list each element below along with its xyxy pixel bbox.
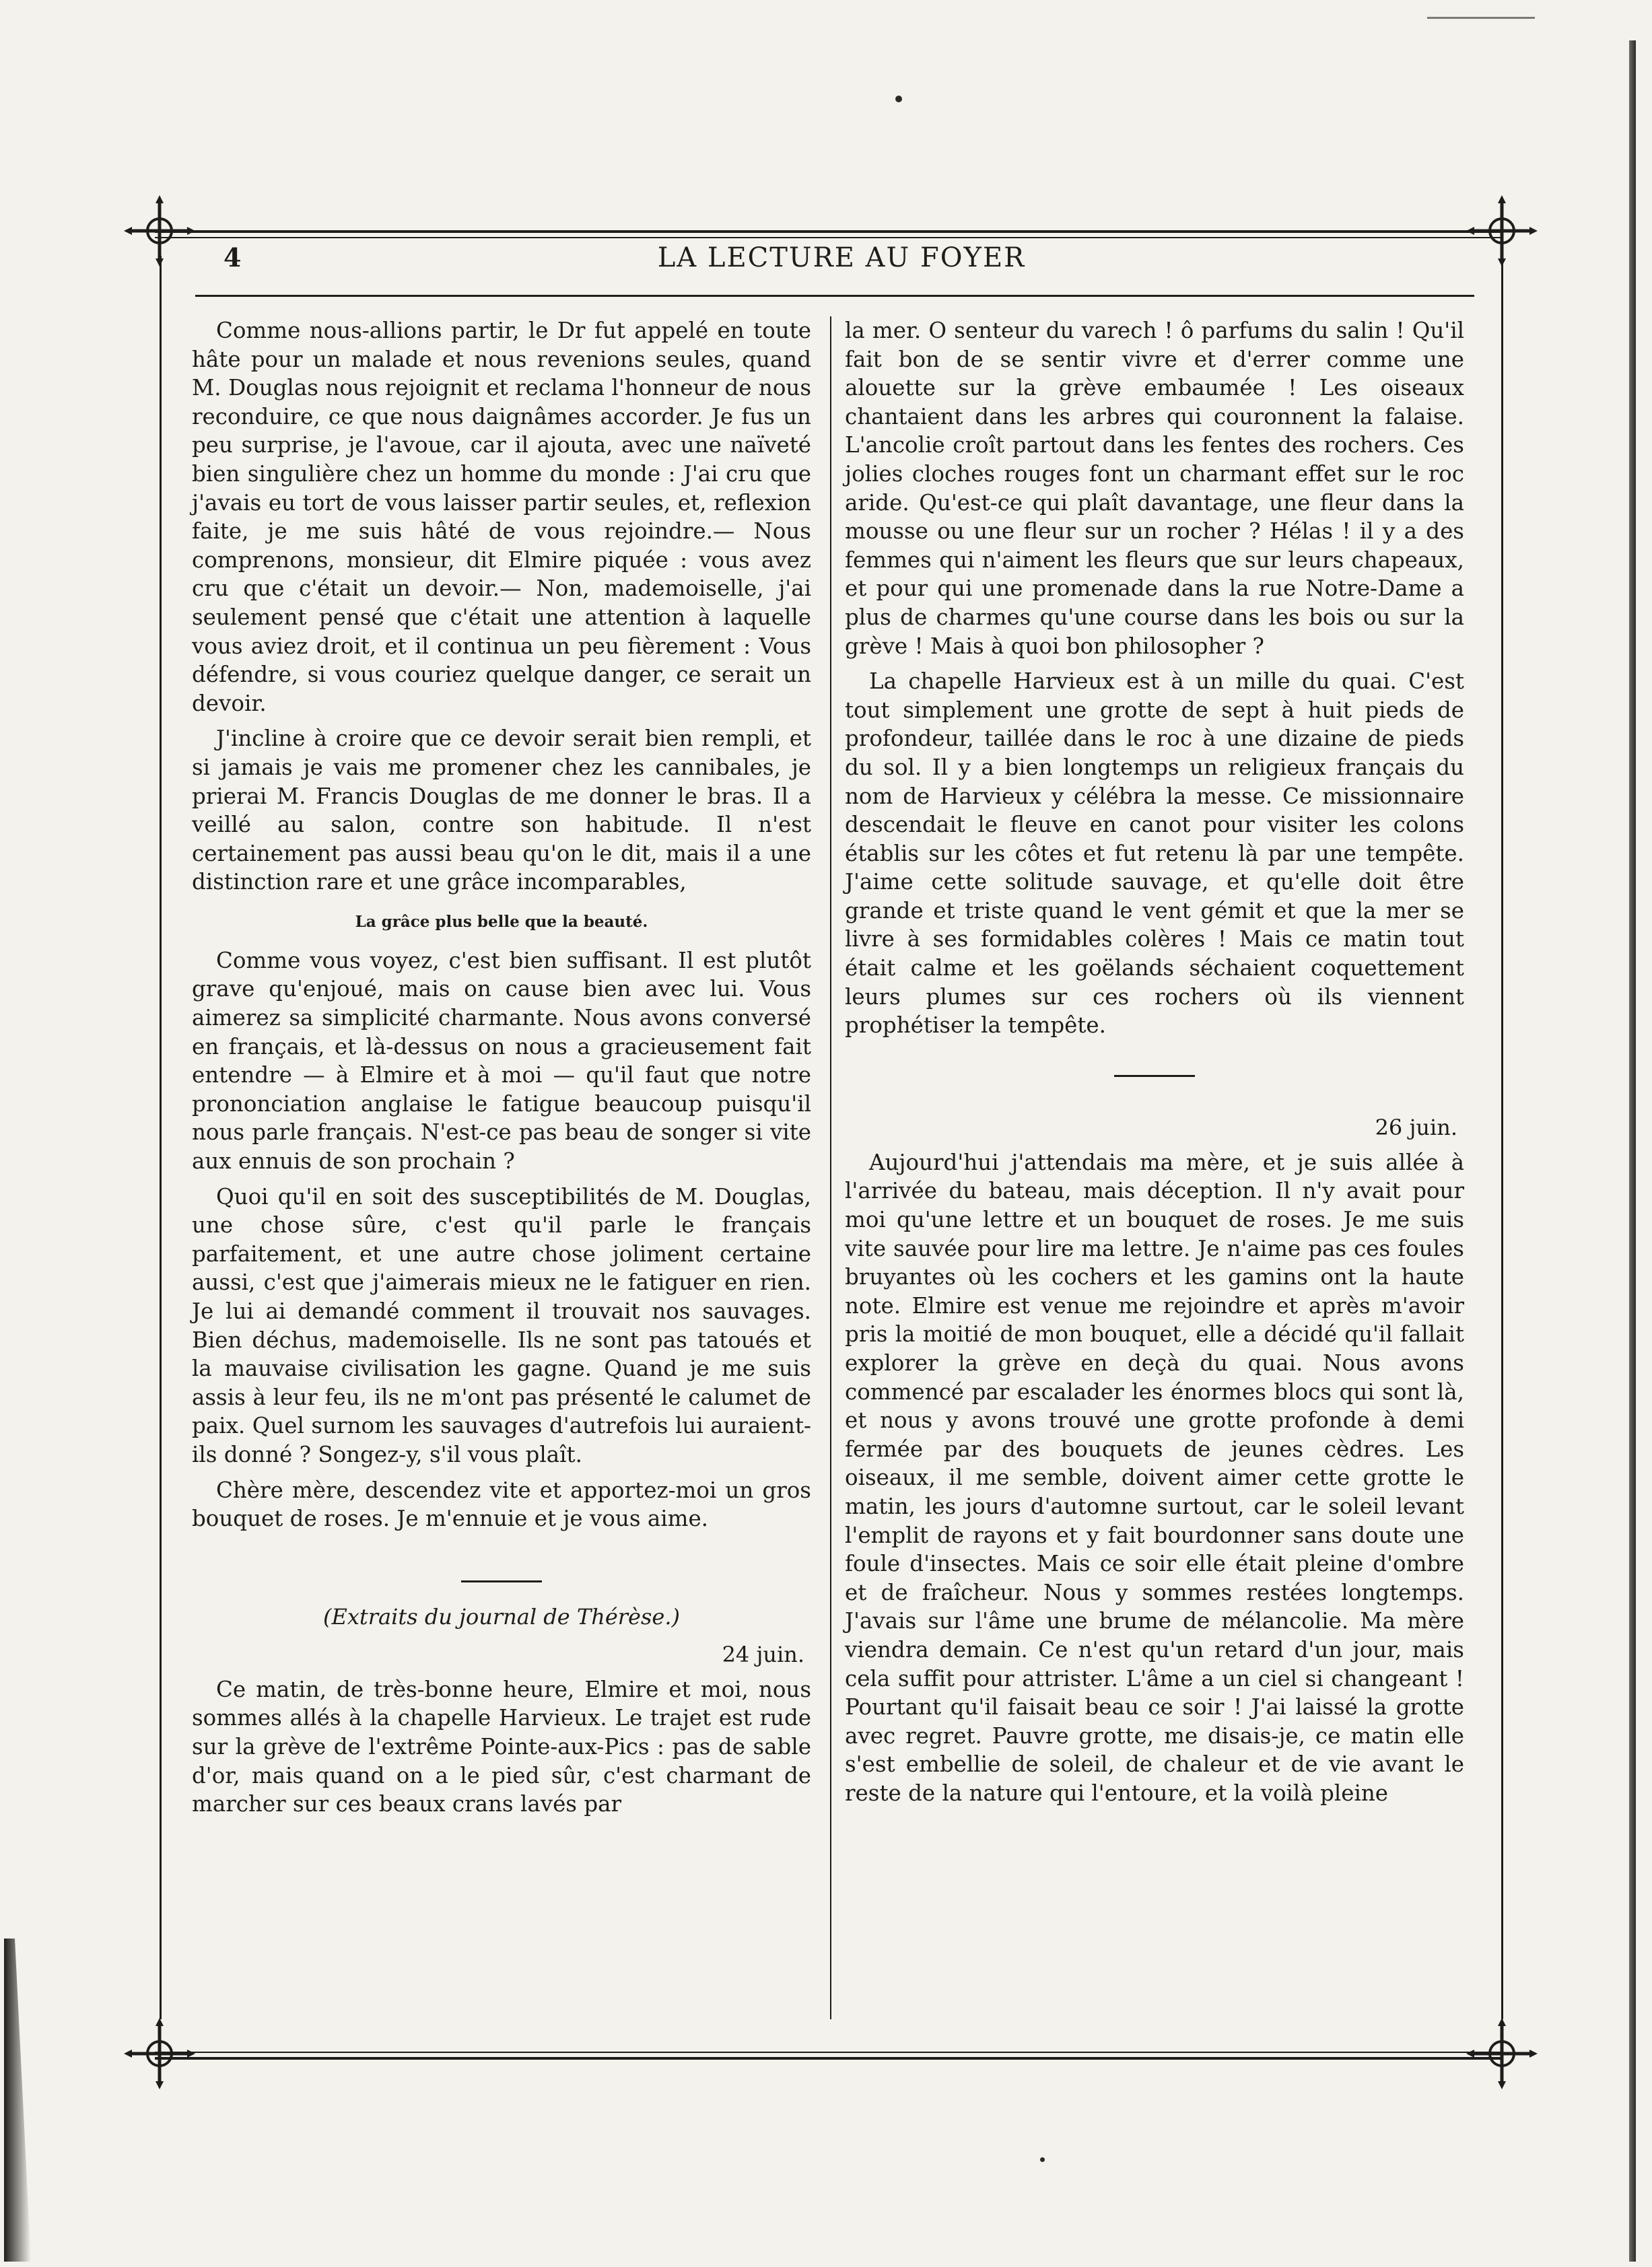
right-paragraph-1: la mer. O senteur du varech ! ô parfums du salin ! Qu'il fait bon de se sentir vivre et d'errer comme une alouette sur la grève embaumée ! Les oiseaux chantaient dans les arbres qui couronnent la falaise. L'ancolie croît partout dans les fentes des rochers. Ces jolies cloches rouges font un charmant effet sur le roc aride. Qu'est-ce qui plaît davantage, une fleur dans la mousse ou une fleur sur un rocher ? Hélas ! il y a des femmes qui n'aiment les fleurs que sur leurs chapeaux, et pour qui une promenade dans la rue Notre-Dame a plus de charmes qu'une course dans les bois ou sur la grève ! Mais à quoi bon philosopher ? xyxy=(845,318,1464,659)
section-divider xyxy=(461,1580,542,1582)
left-paragraph-3: Comme vous voyez, c'est bien suffisant. Il est plutôt grave qu'enjoué, mais on cause bien avec lui. Vous aimerez sa simplicité charmante. Nous avons conversé en français, et là-dessus on nous a gracieusement fait entendre — à Elmire et à moi — qu'il faut que notre prononciation anglaise le fatigue beaucoup puisqu'il nous parle français. N'est-ce pas beau de songer si vite aux ennuis de son prochain ? xyxy=(192,947,811,1175)
header-underline xyxy=(195,295,1474,297)
left-paragraph-2: J'incline à croire que ce devoir serait bien rempli, et si jamais je vais me promener chez les cannibales, je prierai M. Francis Douglas de me donner le bras. Il a veillé au salon, contre son habitude. Il n'est certainement pas aussi beau qu'on le dit, mais il a une distinction rare et une grâce incomparables, xyxy=(192,726,811,895)
left-paragraph-5: Chère mère, descendez vite et apportez-moi un gros bouquet de roses. Je m'ennuie et je vous aime. xyxy=(192,1477,811,1532)
right-column xyxy=(845,316,1464,1808)
right-paragraph-3: Aujourd'hui j'attendais ma mère, et je suis allée à l'arrivée du bateau, mais déception. Il n'y avait pour moi qu'une lettre et un bouquet de roses. Je me suis vite sauvée pour lire ma lettre. Je n'aime pas ces foules bruyantes où les cochers et les gamins ont la haute note. Elmire est venue me rejoindre et après m'avoir pris la moitié de mon bouquet, elle a décidé qu'il fallait explorer la grève en deçà du quai. Nous avons commencé par escalader les énormes blocs qui sont là, et nous y avons trouvé une grotte profonde à demi fermée par des bouquets de jeunes cèdres. Les oiseaux, il me semble, doivent aimer cette grotte le matin, les jours d'automne surtout, car le soleil levant l'emplit de rayons et y fait bourdonner sans doute une foule d'insectes. Mais ce soir elle était pleine d'ombre et de fraîcheur. Nous y sommes restées longtemps. J'avais sur l'âme une brume de mélancolie. Ma mère viendra demain. Ce n'est qu'un retard d'un jour, mais cela suffit pour attrister. L'âme a un ciel si changeant ! Pourtant qu'il faisait beau ce soir ! J'ai laissé la grotte avec regret. Pauvre grotte, me disais-je, ce matin elle s'est embellie de soleil, de chaleur et de vie avant le reste de la nature qui l'entoure, et la voilà pleine xyxy=(845,1149,1464,1806)
cross-ornament-icon xyxy=(1465,194,1539,268)
frame-right-rule xyxy=(1501,256,1503,2019)
frame-bottom-rule xyxy=(155,2057,1501,2060)
cross-ornament-icon xyxy=(123,194,197,268)
scan-edge xyxy=(1629,40,1636,2262)
scan-edge xyxy=(4,1939,31,2262)
left-column xyxy=(192,316,811,1819)
frame-top-rule xyxy=(155,230,1501,233)
frame-top-rule-thin xyxy=(155,237,1501,238)
date-24-juin: 24 juin. xyxy=(722,1641,804,1667)
frame-bottom-rule-thin xyxy=(155,2052,1501,2053)
left-paragraph-1: Comme nous-allions partir, le Dr fut appelé en toute hâte pour un malade et nous revenions seules, quand M. Douglas nous rejoignit et reclama l'honneur de nous reconduire, ce que nous daignâmes accorder. Je fus un peu surprise, je l'avoue, car il ajouta, avec une naïveté bien singulière chez un homme du monde : J'ai cru que j'avais eu tort de vous laisser partir seules, et, reflexion faite, je me suis hâté de vous rejoindre.— Nous comprenons, monsieur, dit Elmire piquée : vous avez cru que c'était un devoir.— Non, mademoiselle, j'ai seulement pensé que c'était une attention à laquelle vous aviez droit, et il continua un peu fièrement : Vous défendre, si vous couriez quelque danger, ce serait un devoir. xyxy=(192,318,811,716)
left-paragraph-6: Ce matin, de très-bonne heure, Elmire et moi, nous sommes allés à la chapelle Harvieux. Le trajet est rude sur la grève de l'extrême Pointe-aux-Pics : pas de sable d'or, mais quand on a le pied sûr, c'est charmant de marcher sur ces beaux crans lavés par xyxy=(192,1676,811,1817)
date-26-juin: 26 juin. xyxy=(1375,1114,1457,1140)
page-number: 4 xyxy=(223,242,242,273)
column-divider xyxy=(830,316,831,2019)
journal-caption: (Extraits du journal de Thérèse.) xyxy=(323,1603,680,1630)
frame-left-rule xyxy=(160,256,162,2019)
cross-ornament-icon xyxy=(123,2017,197,2091)
scan-speck xyxy=(1427,17,1535,19)
cross-ornament-icon xyxy=(1465,2017,1539,2091)
right-paragraph-2: La chapelle Harvieux est à un mille du quai. C'est tout simplement une grotte de sept à huit pieds de profondeur, taillée dans le roc à une dizaine de pieds du sol. Il y a bien longtemps un religieux français du nom de Harvieux y célébra la messe. Ce missionnaire descendait le fleuve en canot pour visiter les colons établis sur les côtes et fut retenu là par une tempête. J'aime cette solitude sauvage, et qu'elle doit être grande et triste quand le vent gémit et que la mer se livre à ses formidables colères ! Mais ce matin tout était calme et les goëlands séchaient coquettement leurs plumes sur ces rochers où ils viennent prophétiser la tempête. xyxy=(845,668,1464,1039)
verse-quote: La grâce plus belle que la beauté. xyxy=(355,912,648,931)
left-paragraph-4: Quoi qu'il en soit des susceptibilités de M. Douglas, une chose sûre, c'est qu'il parle le français parfaitement, et une autre chose joliment certaine aussi, c'est que j'aimerais mieux ne le fatiguer en rien. Je lui ai demandé comment il trouvait nos sauvages. Bien déchus, mademoiselle. Ils ne sont pas tatoués et la mauvaise civilisation les gagne. Quand je me suis assis à leur feu, ils ne m'ont pas présenté le calumet de paix. Quel surnom les sauvages d'autrefois lui auraient-ils donné ? Songez-y, s'il vous plaît. xyxy=(192,1183,811,1467)
scan-speck xyxy=(895,96,902,102)
scan-speck xyxy=(1040,2157,1045,2162)
running-title: LA LECTURE AU FOYER xyxy=(657,242,1026,273)
